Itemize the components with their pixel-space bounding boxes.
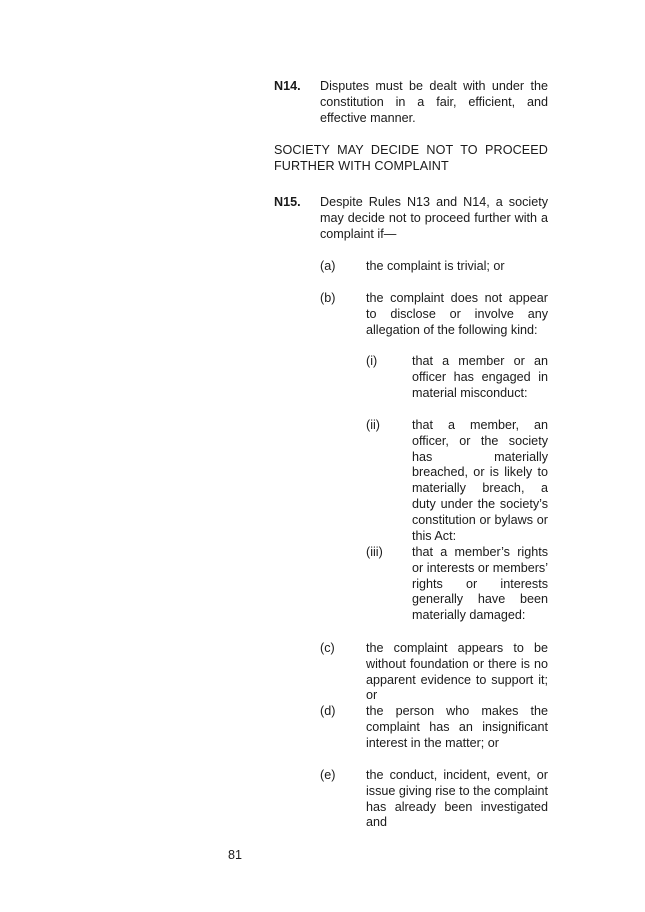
subparagraph-i: [366, 354, 548, 401]
subparagraph-iii: [366, 545, 548, 624]
paragraph-text: the person who makes the complaint has an insignificant interest in the matter; or: [366, 704, 548, 750]
rule-number: N14.: [274, 79, 301, 93]
paragraph-e: [320, 768, 548, 831]
rule-number: N15.: [274, 195, 301, 209]
paragraph-text: the complaint is trivial; or: [366, 259, 505, 273]
subparagraph-label: (i): [366, 354, 378, 368]
page-number: 81: [228, 848, 243, 862]
subparagraph-text: that a member or an officer has engaged in material misconduct:: [412, 354, 548, 400]
paragraph-label: (c): [320, 641, 335, 655]
subparagraph-text: that a member’s rights or interests or members’ rights or interests generally have been materially damaged:: [412, 545, 548, 623]
paragraph-b: [320, 291, 548, 338]
paragraph-c: [320, 641, 548, 704]
subparagraph-text: that a member, an officer, or the society has materially breached, or is likely to materially breach, a duty under the society’s constitution or bylaws or this Act:: [412, 418, 548, 543]
rule-n15: [274, 195, 548, 242]
section-heading: SOCIETY MAY DECIDE NOT TO PROCEED FURTHER WITH COMPLAINT: [274, 143, 548, 173]
rule-text: Despite Rules N13 and N14, a society may decide not to proceed further with a complaint if—: [320, 195, 548, 241]
paragraph-a: [320, 259, 548, 275]
paragraph-d: [320, 704, 548, 751]
subparagraph-label: (iii): [366, 545, 383, 559]
paragraph-label: (a): [320, 259, 336, 273]
paragraph-text: the complaint appears to be without foundation or there is no apparent evidence to support it; or: [366, 641, 548, 703]
subparagraph-ii: [366, 418, 548, 544]
subparagraph-label: (ii): [366, 418, 380, 432]
rule-n14: [274, 79, 548, 126]
paragraph-label: (b): [320, 291, 336, 305]
paragraph-text: the complaint does not appear to disclose or involve any allegation of the following kind:: [366, 291, 548, 337]
paragraph-label: (d): [320, 704, 336, 718]
paragraph-label: (e): [320, 768, 336, 782]
paragraph-text: the conduct, incident, event, or issue giving rise to the complaint has already been investigated and: [366, 768, 549, 830]
rule-text: Disputes must be dealt with under the constitution in a fair, efficient, and effective manner.: [320, 79, 548, 125]
